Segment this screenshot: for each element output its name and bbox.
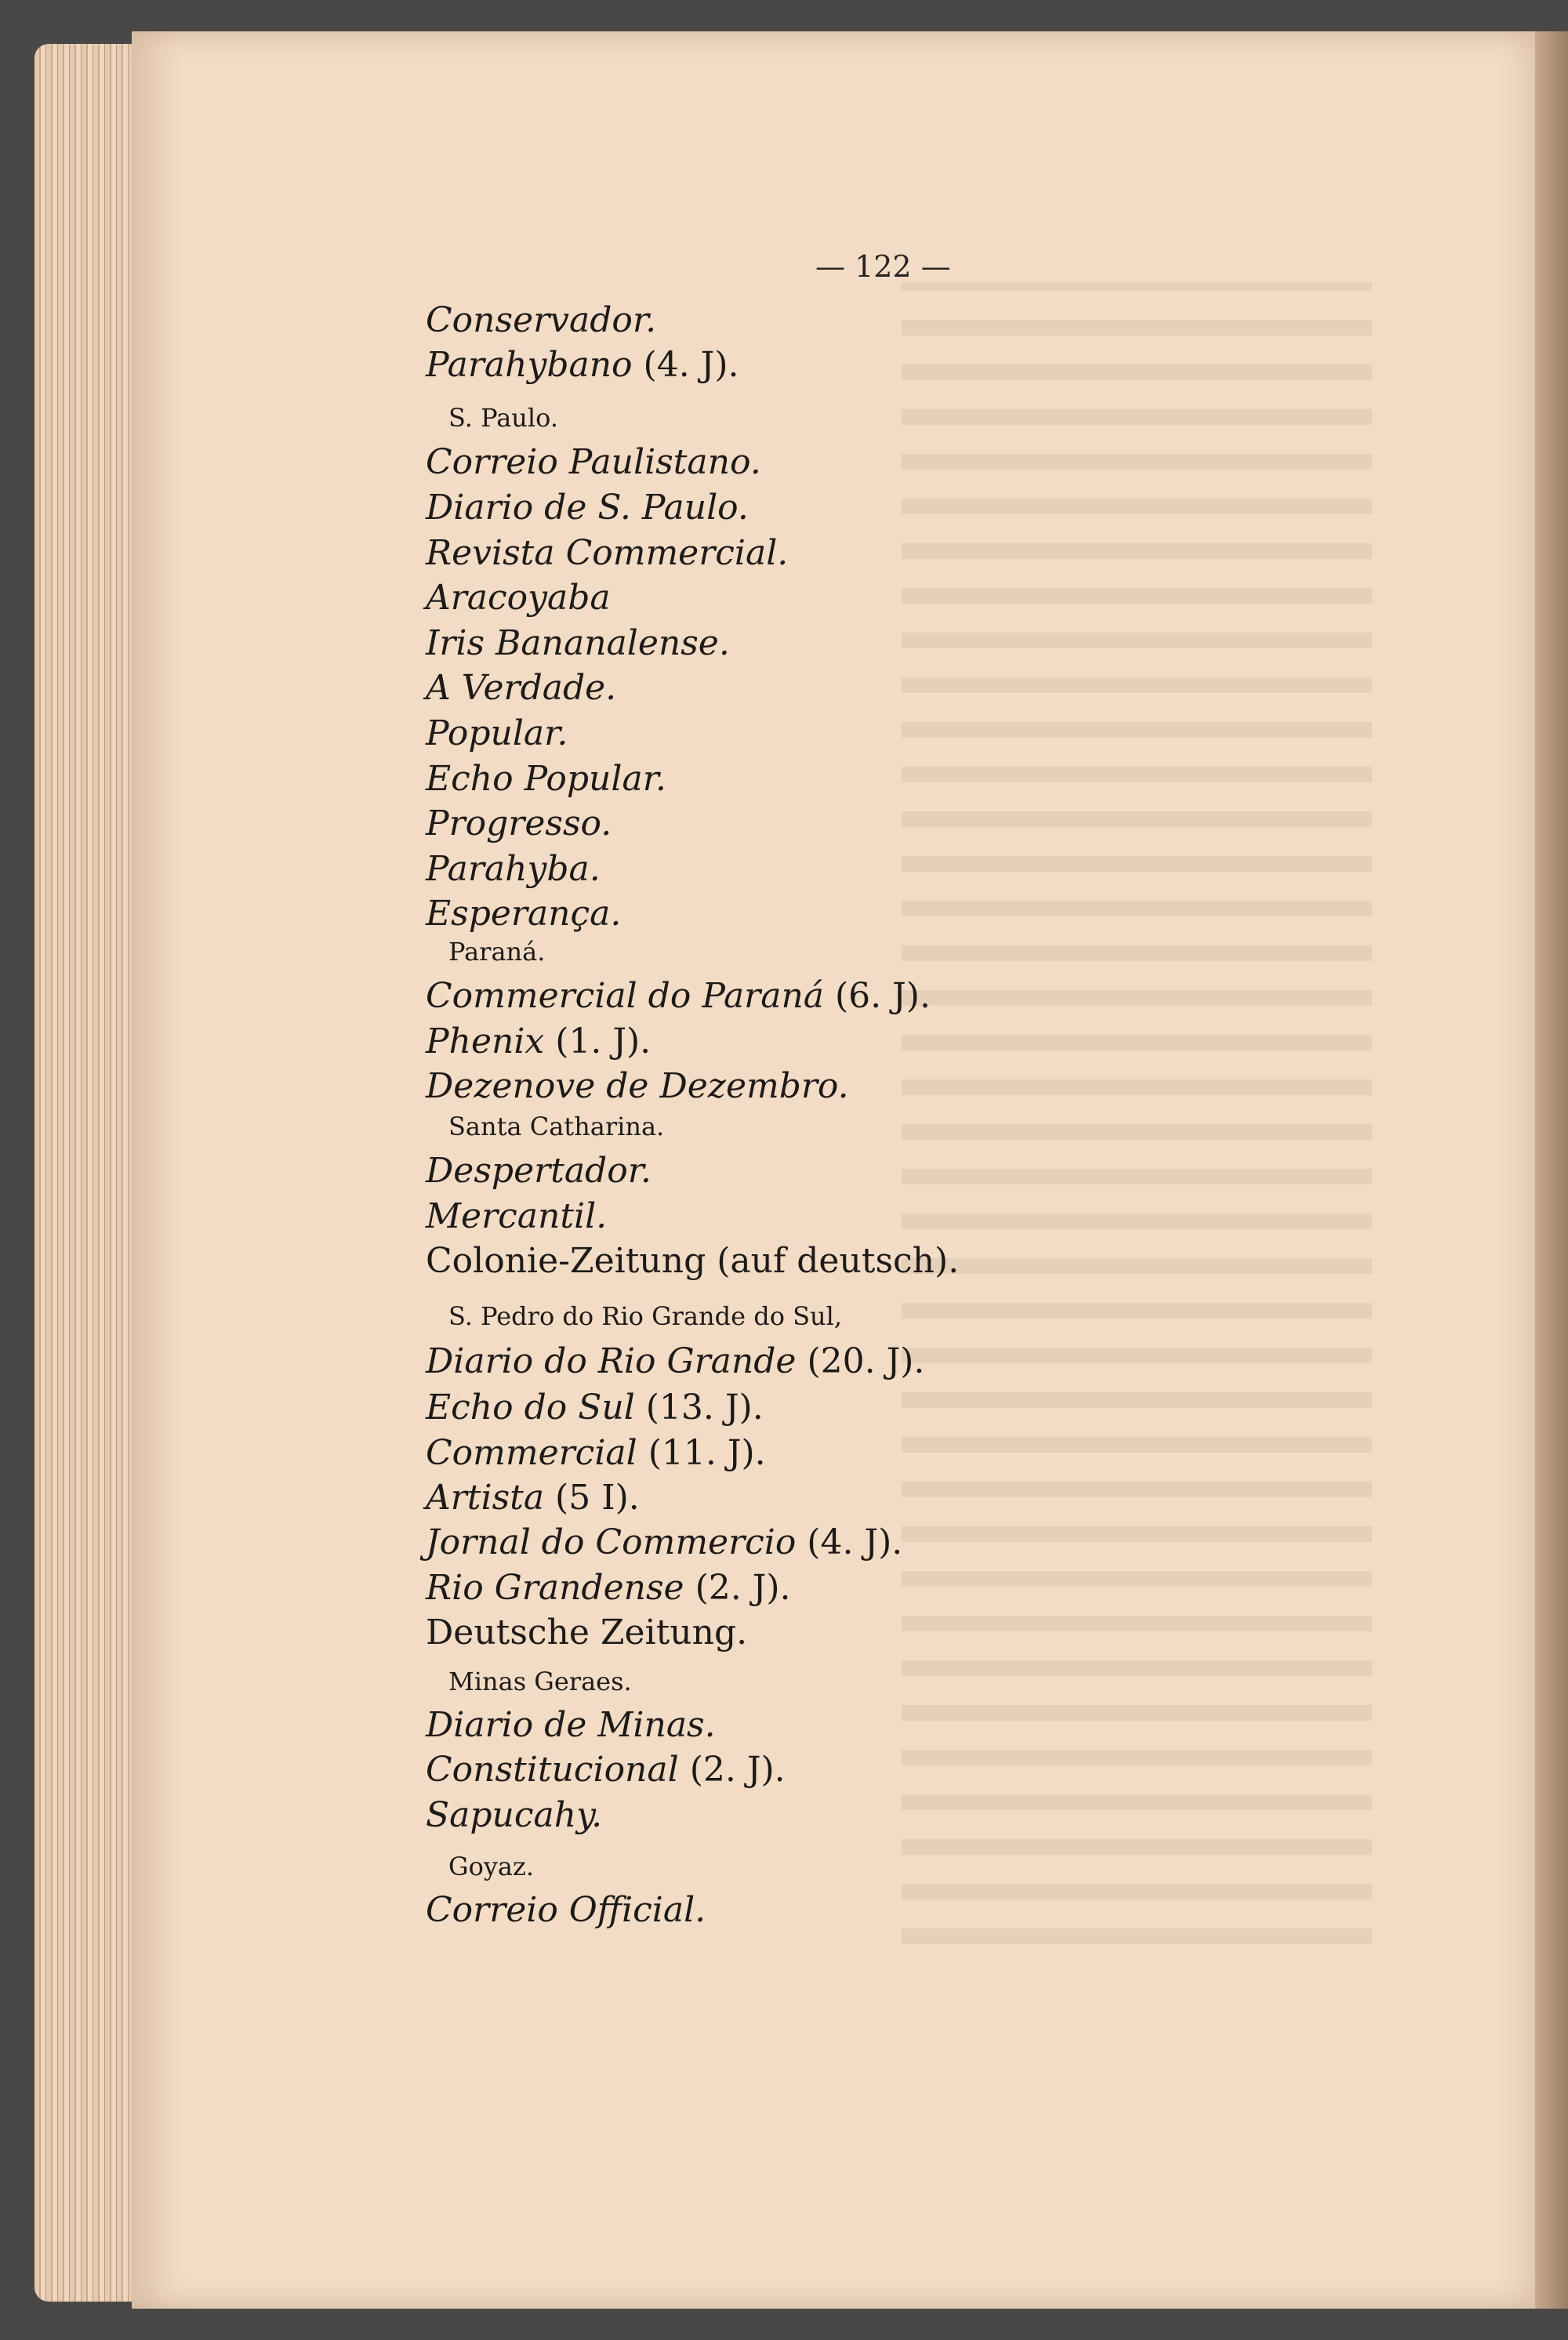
page-gutter-shadow	[1535, 31, 1568, 2309]
entry-frequency: (2. J).	[684, 1568, 791, 1608]
entry-frequency: (20. J).	[796, 1341, 925, 1381]
entry-title: Esperança.	[426, 894, 622, 934]
newspaper-entry	[426, 345, 739, 385]
entry-title: Constitucional	[426, 1750, 679, 1790]
entry-title: Aracoyaba	[426, 578, 611, 618]
entry-title: Commercial	[426, 1433, 637, 1473]
entry-frequency: (4. J).	[632, 345, 739, 385]
entry-title: Deutsche Zeitung.	[426, 1613, 748, 1653]
newspaper-entry	[426, 849, 601, 889]
entry-title: Progresso.	[426, 804, 612, 843]
newspaper-entry	[426, 759, 666, 799]
region-heading	[448, 403, 558, 433]
newspaper-entry	[426, 578, 611, 618]
region-heading	[448, 937, 545, 967]
bleed-through-text	[902, 282, 1372, 1944]
entry-frequency: (4. J).	[796, 1522, 903, 1562]
entry-title: Iris Bananalense.	[426, 623, 730, 663]
entry-title: Diario de Minas.	[426, 1705, 716, 1745]
entry-frequency: (5 I).	[544, 1478, 640, 1518]
entry-title: A Verdade.	[426, 668, 617, 708]
entry-title: Despertador.	[426, 1151, 652, 1191]
newspaper-entry	[426, 713, 568, 753]
entry-title: Artista	[426, 1478, 545, 1518]
entry-title: Parahybano	[426, 345, 633, 385]
entry-title: Santa Catharina.	[448, 1112, 665, 1141]
entry-title: Conservador.	[426, 300, 657, 340]
region-heading	[448, 1301, 842, 1331]
entry-title: Paraná.	[448, 937, 546, 967]
entry-title: Colonie-Zeitung (auf deutsch).	[426, 1241, 960, 1281]
newspaper-entry	[426, 1522, 902, 1562]
newspaper-entry	[426, 1568, 791, 1608]
newspaper-entry	[426, 894, 621, 934]
region-heading	[448, 1667, 632, 1696]
entry-title: Dezenove de Dezembro.	[426, 1066, 849, 1106]
entry-title: Commercial do Paraná	[426, 976, 825, 1016]
page-stack-edges	[34, 44, 136, 2302]
entry-title: Goyaz.	[448, 1852, 535, 1881]
newspaper-entry	[426, 1750, 786, 1790]
newspaper-entry	[426, 1241, 959, 1281]
entry-title: Jornal do Commercio	[426, 1522, 797, 1562]
entry-frequency: (11. J).	[637, 1433, 766, 1473]
newspaper-entry	[426, 1478, 640, 1518]
newspaper-entry	[426, 1021, 651, 1061]
entry-title: Phenix	[426, 1021, 545, 1061]
newspaper-entry	[426, 1433, 766, 1473]
newspaper-entry	[426, 1066, 849, 1106]
newspaper-entry	[426, 300, 656, 340]
entry-title: Echo Popular.	[426, 759, 666, 799]
entry-title: Correio Paulistano.	[426, 442, 761, 482]
entry-frequency: (2. J).	[678, 1750, 786, 1790]
region-heading	[448, 1852, 534, 1881]
entry-title: Correio Official.	[426, 1890, 706, 1930]
entry-frequency: (6. J).	[824, 976, 931, 1016]
newspaper-entry	[426, 442, 761, 482]
newspaper-entry	[426, 1341, 924, 1381]
page-number: — 122 —	[815, 249, 951, 284]
newspaper-entry	[426, 1196, 607, 1236]
entry-title: Diario do Rio Grande	[426, 1341, 797, 1381]
entry-title: Diario de S. Paulo.	[426, 488, 749, 528]
region-heading	[448, 1112, 664, 1141]
newspaper-entry	[426, 1613, 747, 1653]
newspaper-entry	[426, 1890, 706, 1930]
newspaper-entry	[426, 976, 931, 1016]
entry-frequency: (13. J).	[634, 1388, 764, 1428]
entry-title: Parahyba.	[426, 849, 601, 889]
entry-title: S. Paulo.	[448, 403, 559, 433]
entry-title: Rio Grandense	[426, 1568, 684, 1608]
newspaper-entry	[426, 623, 730, 663]
entry-title: S. Pedro do Rio Grande do Sul,	[448, 1301, 843, 1331]
newspaper-entry	[426, 1705, 716, 1745]
newspaper-entry	[426, 1151, 652, 1191]
newspaper-entry	[426, 488, 749, 528]
entry-title: Echo do Sul	[426, 1388, 635, 1428]
newspaper-entry	[426, 1388, 764, 1428]
entry-frequency: (1. J).	[544, 1021, 652, 1061]
entry-title: Minas Geraes.	[448, 1667, 632, 1696]
newspaper-entry	[426, 804, 612, 843]
entry-title: Popular.	[426, 713, 568, 753]
newspaper-entry	[426, 533, 788, 573]
entry-title: Revista Commercial.	[426, 533, 789, 573]
entry-title: Mercantil.	[426, 1196, 608, 1236]
entry-title: Sapucahy.	[426, 1795, 603, 1835]
newspaper-entry	[426, 1795, 602, 1835]
newspaper-entry	[426, 668, 616, 708]
